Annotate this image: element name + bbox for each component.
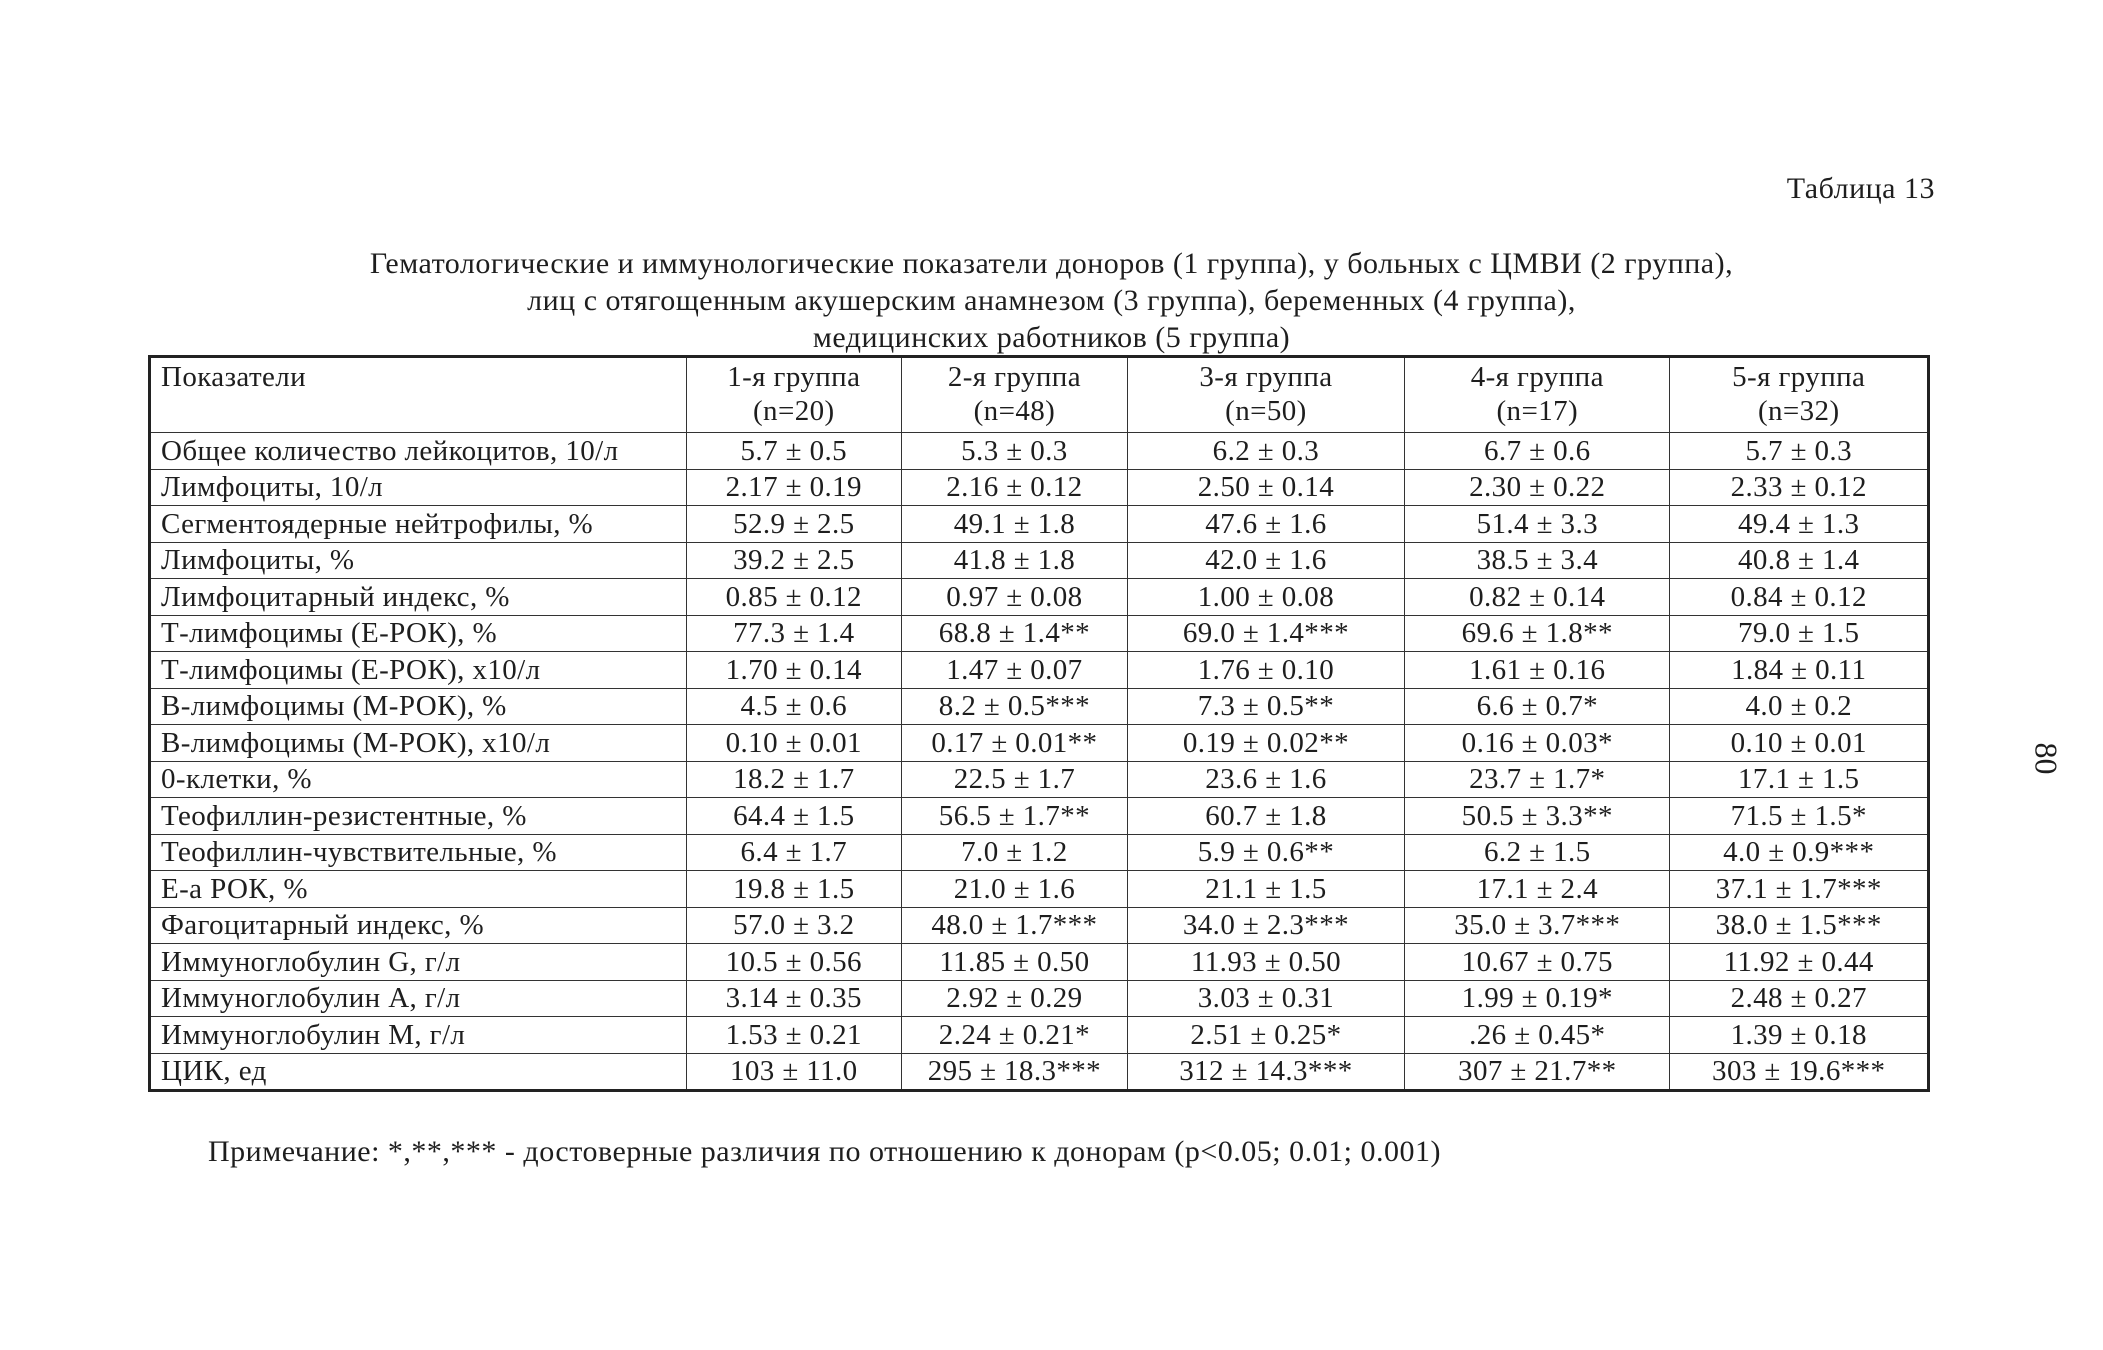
header-group-5 (1670, 357, 1929, 433)
group-n: (n=20) (753, 395, 835, 427)
value-cell: 23.7 ± 1.7* (1405, 761, 1670, 798)
table-row (150, 944, 1929, 981)
value-cell: 2.30 ± 0.22 (1405, 469, 1670, 506)
data-table (148, 355, 1930, 1092)
value-cell: 18.2 ± 1.7 (686, 761, 902, 798)
table-note: Примечание: *,**,*** - достоверные различия по отношению к донорам (p<0.05; 0.01; 0.001) (208, 1135, 1441, 1168)
value-cell: 303 ± 19.6*** (1670, 1053, 1929, 1091)
value-cell: 4.0 ± 0.2 (1670, 688, 1929, 725)
value-cell: 35.0 ± 3.7*** (1405, 907, 1670, 944)
header-group-2 (902, 357, 1128, 433)
value-cell: 21.0 ± 1.6 (902, 871, 1128, 908)
group-name: 2-я группа (947, 361, 1081, 393)
value-cell: 71.5 ± 1.5* (1670, 798, 1929, 835)
value-cell: 7.0 ± 1.2 (902, 834, 1128, 871)
group-n: (n=48) (973, 395, 1056, 427)
value-cell: 6.6 ± 0.7* (1405, 688, 1670, 725)
indicator-cell: Т-лимфоцимы (Е-РОК), х10/л (150, 652, 687, 689)
table-row (150, 798, 1929, 835)
value-cell: 23.6 ± 1.6 (1127, 761, 1404, 798)
value-cell: 38.0 ± 1.5*** (1670, 907, 1929, 944)
table-row (150, 506, 1929, 543)
value-cell: 1.00 ± 0.08 (1127, 579, 1404, 616)
value-cell: 5.3 ± 0.3 (902, 433, 1128, 470)
indicator-cell: Иммуноглобулин М, г/л (150, 1017, 687, 1054)
value-cell: 103 ± 11.0 (686, 1053, 902, 1091)
value-cell: 7.3 ± 0.5** (1127, 688, 1404, 725)
group-name: 4-я группа (1470, 361, 1604, 393)
header-group-3 (1127, 357, 1404, 433)
indicator-cell: Иммуноглобулин А, г/л (150, 980, 687, 1017)
value-cell: 1.70 ± 0.14 (686, 652, 902, 689)
caption-line-1: Гематологические и иммунологические показатели доноров (1 группа), у больных с ЦМВИ (2 группа), (369, 247, 1734, 280)
value-cell: 2.50 ± 0.14 (1127, 469, 1404, 506)
value-cell: 10.67 ± 0.75 (1405, 944, 1670, 981)
value-cell: 8.2 ± 0.5*** (902, 688, 1128, 725)
value-cell: 11.92 ± 0.44 (1670, 944, 1929, 981)
value-cell: 56.5 ± 1.7** (902, 798, 1128, 835)
value-cell: 10.5 ± 0.56 (686, 944, 902, 981)
value-cell: 1.76 ± 0.10 (1127, 652, 1404, 689)
table-row (150, 871, 1929, 908)
value-cell: 68.8 ± 1.4** (902, 615, 1128, 652)
value-cell: 6.2 ± 0.3 (1127, 433, 1404, 470)
value-cell: 0.10 ± 0.01 (686, 725, 902, 762)
table-row (150, 579, 1929, 616)
value-cell: 42.0 ± 1.6 (1127, 542, 1404, 579)
table-row (150, 725, 1929, 762)
value-cell: 2.16 ± 0.12 (902, 469, 1128, 506)
value-cell: 37.1 ± 1.7*** (1670, 871, 1929, 908)
indicator-cell: Е-а РОК, % (150, 871, 687, 908)
group-name: 3-я группа (1199, 361, 1333, 393)
value-cell: 64.4 ± 1.5 (686, 798, 902, 835)
value-cell: 1.84 ± 0.11 (1670, 652, 1929, 689)
value-cell: 0.82 ± 0.14 (1405, 579, 1670, 616)
value-cell: 0.10 ± 0.01 (1670, 725, 1929, 762)
header-indicator: Показатели (150, 357, 687, 433)
value-cell: 6.2 ± 1.5 (1405, 834, 1670, 871)
value-cell: 2.17 ± 0.19 (686, 469, 902, 506)
table-row (150, 433, 1929, 470)
value-cell: 6.7 ± 0.6 (1405, 433, 1670, 470)
value-cell: .26 ± 0.45* (1405, 1017, 1670, 1054)
table-row (150, 652, 1929, 689)
indicator-cell: Лимфоциты, 10/л (150, 469, 687, 506)
value-cell: 3.03 ± 0.31 (1127, 980, 1404, 1017)
indicator-cell: В-лимфоцимы (М-РОК), % (150, 688, 687, 725)
caption-line-3: медицинских работников (5 группа) (812, 321, 1291, 354)
indicator-cell: Фагоцитарный индекс, % (150, 907, 687, 944)
table-row (150, 761, 1929, 798)
value-cell: 2.24 ± 0.21* (902, 1017, 1128, 1054)
value-cell: 41.8 ± 1.8 (902, 542, 1128, 579)
value-cell: 0.85 ± 0.12 (686, 579, 902, 616)
page-number: 80 (2028, 742, 2065, 775)
value-cell: 4.0 ± 0.9*** (1670, 834, 1929, 871)
indicator-cell: Теофиллин-чувствительные, % (150, 834, 687, 871)
value-cell: 1.47 ± 0.07 (902, 652, 1128, 689)
table-row (150, 1053, 1929, 1091)
value-cell: 39.2 ± 2.5 (686, 542, 902, 579)
indicator-cell: Лимфоцитарный индекс, % (150, 579, 687, 616)
value-cell: 60.7 ± 1.8 (1127, 798, 1404, 835)
table-body (150, 433, 1929, 1091)
value-cell: 3.14 ± 0.35 (686, 980, 902, 1017)
value-cell: 49.4 ± 1.3 (1670, 506, 1929, 543)
value-cell: 5.7 ± 0.3 (1670, 433, 1929, 470)
value-cell: 1.39 ± 0.18 (1670, 1017, 1929, 1054)
value-cell: 38.5 ± 3.4 (1405, 542, 1670, 579)
indicator-cell: 0-клетки, % (150, 761, 687, 798)
value-cell: 48.0 ± 1.7*** (902, 907, 1128, 944)
value-cell: 17.1 ± 1.5 (1670, 761, 1929, 798)
value-cell: 11.85 ± 0.50 (902, 944, 1128, 981)
value-cell: 22.5 ± 1.7 (902, 761, 1128, 798)
group-name: 5-я группа (1732, 361, 1866, 393)
value-cell: 50.5 ± 3.3** (1405, 798, 1670, 835)
value-cell: 0.19 ± 0.02** (1127, 725, 1404, 762)
value-cell: 79.0 ± 1.5 (1670, 615, 1929, 652)
group-n: (n=17) (1496, 395, 1579, 427)
caption-line-2: лиц с отягощенным акушерским анамнезом (3 группа), беременных (4 группа), (527, 284, 1576, 317)
group-name: 1-я группа (727, 361, 861, 393)
value-cell: 69.0 ± 1.4*** (1127, 615, 1404, 652)
value-cell: 2.48 ± 0.27 (1670, 980, 1929, 1017)
table-row (150, 1017, 1929, 1054)
value-cell: 49.1 ± 1.8 (902, 506, 1128, 543)
value-cell: 2.92 ± 0.29 (902, 980, 1128, 1017)
indicator-cell: Теофиллин-резистентные, % (150, 798, 687, 835)
value-cell: 2.51 ± 0.25* (1127, 1017, 1404, 1054)
value-cell: 11.93 ± 0.50 (1127, 944, 1404, 981)
value-cell: 5.9 ± 0.6** (1127, 834, 1404, 871)
indicator-cell: В-лимфоцимы (М-РОК), х10/л (150, 725, 687, 762)
value-cell: 17.1 ± 2.4 (1405, 871, 1670, 908)
value-cell: 1.61 ± 0.16 (1405, 652, 1670, 689)
group-n: (n=50) (1225, 395, 1307, 427)
value-cell: 4.5 ± 0.6 (686, 688, 902, 725)
indicator-cell: Лимфоциты, % (150, 542, 687, 579)
indicator-cell: Иммуноглобулин G, г/л (150, 944, 687, 981)
group-n: (n=32) (1757, 395, 1840, 427)
value-cell: 5.7 ± 0.5 (686, 433, 902, 470)
value-cell: 0.97 ± 0.08 (902, 579, 1128, 616)
value-cell: 34.0 ± 2.3*** (1127, 907, 1404, 944)
value-cell: 1.53 ± 0.21 (686, 1017, 902, 1054)
header-group-4 (1405, 357, 1670, 433)
indicator-cell: ЦИК, ед (150, 1053, 687, 1091)
table-row (150, 542, 1929, 579)
value-cell: 307 ± 21.7** (1405, 1053, 1670, 1091)
indicator-cell: Общее количество лейкоцитов, 10/л (150, 433, 687, 470)
value-cell: 312 ± 14.3*** (1127, 1053, 1404, 1091)
value-cell: 77.3 ± 1.4 (686, 615, 902, 652)
indicator-cell: Сегментоядерные нейтрофилы, % (150, 506, 687, 543)
value-cell: 57.0 ± 3.2 (686, 907, 902, 944)
table-row (150, 980, 1929, 1017)
value-cell: 0.16 ± 0.03* (1405, 725, 1670, 762)
value-cell: 52.9 ± 2.5 (686, 506, 902, 543)
value-cell: 19.8 ± 1.5 (686, 871, 902, 908)
value-cell: 47.6 ± 1.6 (1127, 506, 1404, 543)
table-number: Таблица 13 (1786, 172, 1935, 205)
value-cell: 40.8 ± 1.4 (1670, 542, 1929, 579)
value-cell: 2.33 ± 0.12 (1670, 469, 1929, 506)
value-cell: 0.17 ± 0.01** (902, 725, 1128, 762)
value-cell: 6.4 ± 1.7 (686, 834, 902, 871)
value-cell: 69.6 ± 1.8** (1405, 615, 1670, 652)
indicator-cell: Т-лимфоцимы (Е-РОК), % (150, 615, 687, 652)
header-group-1 (686, 357, 902, 433)
value-cell: 1.99 ± 0.19* (1405, 980, 1670, 1017)
table-row (150, 834, 1929, 871)
table-row (150, 688, 1929, 725)
table-row (150, 615, 1929, 652)
value-cell: 21.1 ± 1.5 (1127, 871, 1404, 908)
table-row (150, 469, 1929, 506)
value-cell: 51.4 ± 3.3 (1405, 506, 1670, 543)
value-cell: 295 ± 18.3*** (902, 1053, 1128, 1091)
header-row (150, 357, 1929, 433)
table-row (150, 907, 1929, 944)
table-caption (0, 245, 2103, 356)
value-cell: 0.84 ± 0.12 (1670, 579, 1929, 616)
